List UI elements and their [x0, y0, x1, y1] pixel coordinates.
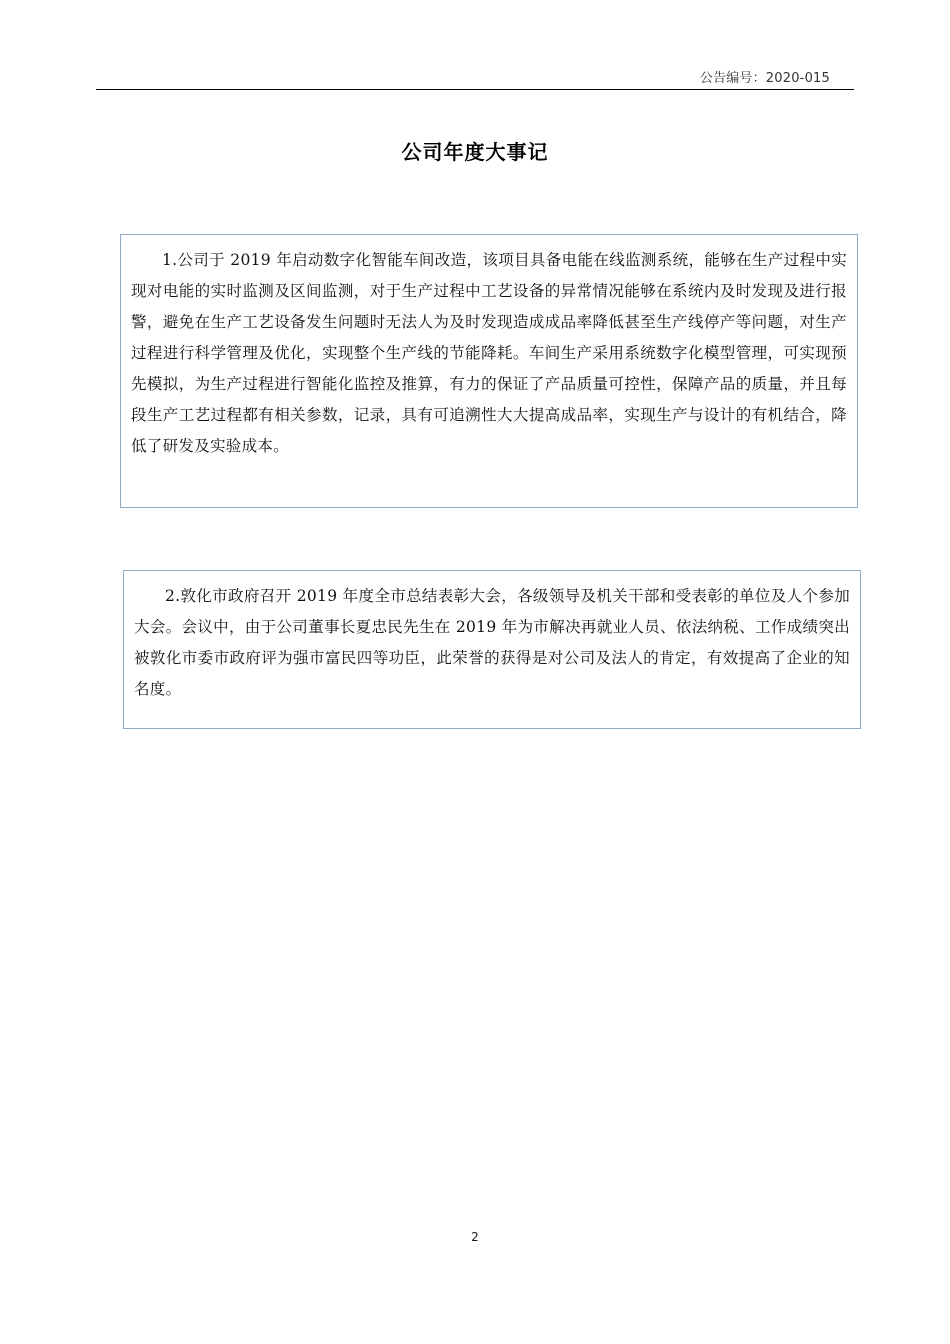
- header-divider: [96, 89, 854, 90]
- event-item-1: 1.公司于 2019 年启动数字化智能车间改造，该项目具备电能在线监测系统，能够在生产过程中实现对电能的实时监测及区间监测，对于生产过程中工艺设备的异常情况能够在系统内及时发现及进行报警，避免在生产工艺设备发生问题时无法人为及时发现造成成品率降低甚至生产线停产等问题，对生产过程进行科学管理及优化，实现整个生产线的节能降耗。车间生产采用系统数字化模型管理，可实现预先模拟，为生产过程进行智能化监控及推算，有力的保证了产品质量可控性，保障产品的质量，并且每段生产工艺过程都有相关参数，记录，具有可追溯性大大提高成品率，实现生产与设计的有机结合，降低了研发及实验成本。: [120, 234, 858, 508]
- page-number: 2: [471, 1230, 479, 1244]
- page-title: 公司年度大事记: [401, 140, 549, 164]
- event-item-2: 2.敦化市政府召开 2019 年度全市总结表彰大会，各级领导及机关干部和受表彰的单位及人个参加大会。会议中，由于公司董事长夏忠民先生在 2019 年为市解决再就业人员、依法纳税、工作成绩突出被敦化市委市政府评为强市富民四等功臣，此荣誉的获得是对公司及法人的肯定，有效提高了企业的知名度。: [123, 570, 861, 729]
- announcement-number: 公告编号：2020-015: [699, 71, 830, 86]
